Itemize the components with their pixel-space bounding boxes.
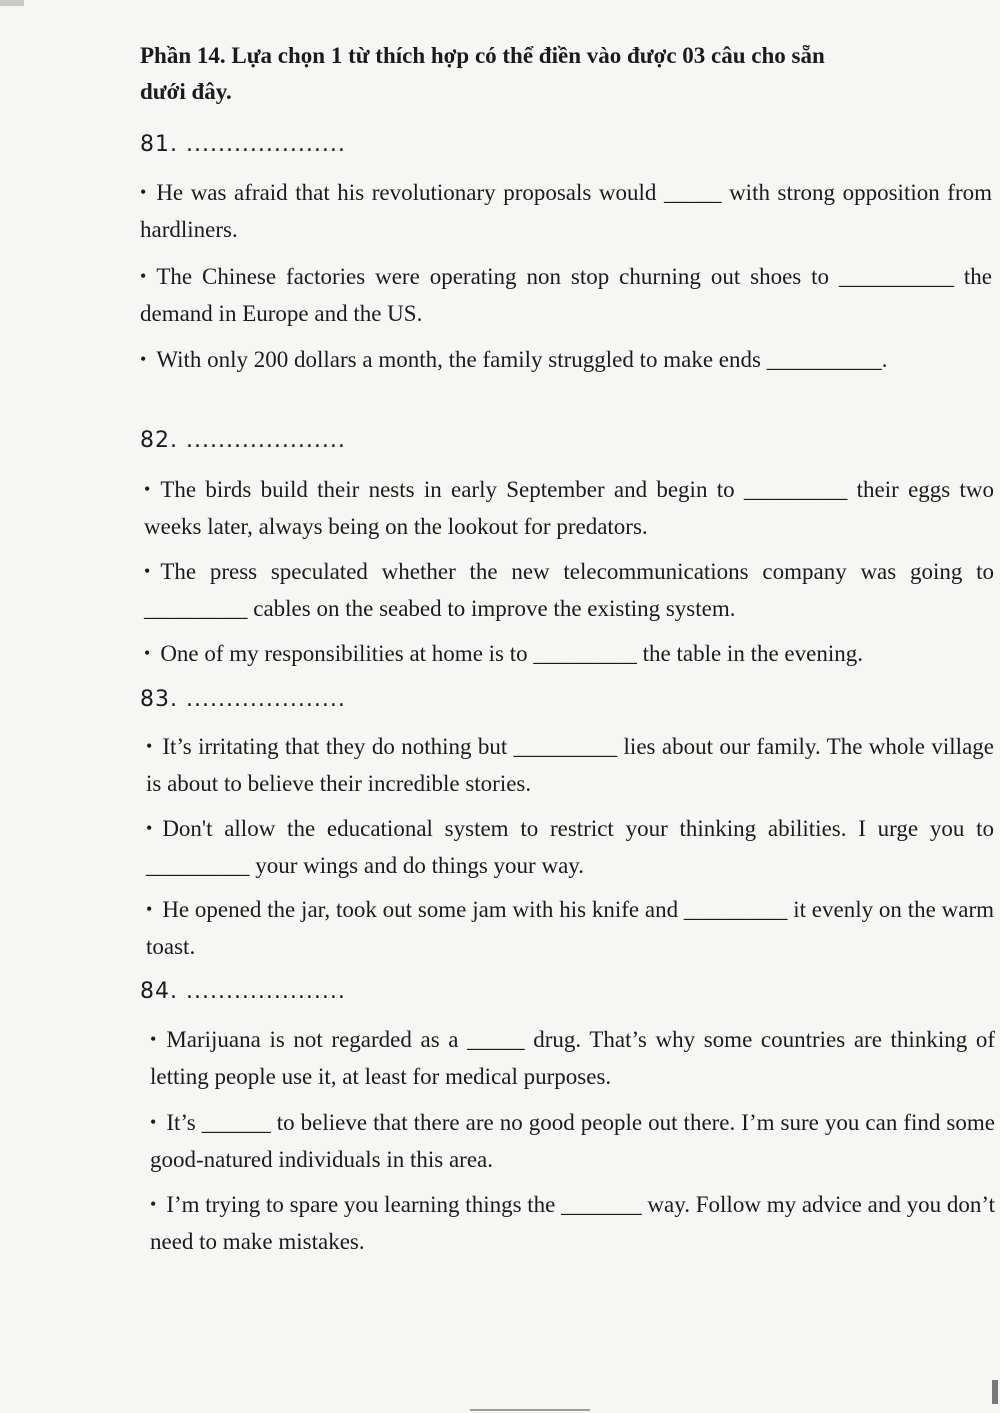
bullet-icon: •	[144, 479, 151, 499]
bullet-icon: •	[150, 1112, 157, 1132]
scan-artifact	[470, 1409, 590, 1411]
bullet-icon: •	[146, 899, 153, 919]
sentence-text: The birds build their nests in early September and begin to _________ their eggs two weeks later, always being on the lookout for predators.	[144, 477, 994, 539]
sentence-text: He was afraid that his revolutionary proposals would _____ with strong opposition from hardliners.	[140, 180, 992, 242]
question-81-sentence-1	[140, 175, 992, 247]
scan-artifact	[0, 0, 24, 6]
sentence-text: It’s irritating that they do nothing but _________ lies about our family. The whole village is about to believe their incredible stories.	[146, 734, 994, 796]
question-81-sentence-3	[140, 342, 992, 379]
sentence-text: Marijuana is not regarded as a _____ drug. That’s why some countries are thinking of letting people use it, at least for medical purposes.	[150, 1027, 995, 1089]
question-82-number: 82. ....................	[140, 428, 346, 453]
question-84-sentence-1	[150, 1022, 995, 1094]
question-81-number: 81. ....................	[140, 132, 346, 157]
question-82-sentence-2	[144, 554, 994, 626]
question-82-sentence-3	[144, 636, 994, 673]
bullet-icon: •	[140, 182, 147, 202]
sentence-text: It’s ______ to believe that there are no good people out there. I’m sure you can find some good-natured individuals in this area.	[150, 1110, 995, 1172]
bullet-icon: •	[140, 349, 147, 369]
question-81-sentence-2	[140, 259, 992, 331]
question-82-sentence-1	[144, 472, 994, 544]
bullet-icon: •	[140, 266, 147, 286]
bullet-icon: •	[144, 561, 151, 581]
question-83-number: 83. ....................	[140, 687, 346, 712]
sentence-text: I’m trying to spare you learning things the _______ way. Follow my advice and you don’t need to make mistakes.	[150, 1192, 995, 1254]
question-83-sentence-2	[146, 811, 994, 883]
sentence-text: The press speculated whether the new telecommunications company was going to _________ cables on the seabed to improve the existing system.	[144, 559, 994, 621]
section-heading-line-1: Phần 14. Lựa chọn 1 từ thích hợp có thể điền vào được 03 câu cho sẵn	[140, 43, 825, 68]
question-84-number: 84. ....................	[140, 979, 346, 1004]
bullet-icon: •	[144, 643, 151, 663]
question-84-sentence-3	[150, 1187, 995, 1259]
question-83-sentence-3	[146, 892, 994, 964]
section-heading-line-2: dưới đây.	[140, 79, 232, 104]
question-84-sentence-2	[150, 1105, 995, 1177]
bullet-icon: •	[150, 1194, 157, 1214]
sentence-text: With only 200 dollars a month, the family struggled to make ends __________.	[156, 347, 888, 372]
sentence-text: Don't allow the educational system to restrict your thinking abilities. I urge you to _________ your wings and do things your way.	[146, 816, 994, 878]
sentence-text: The Chinese factories were operating non stop churning out shoes to __________ the demand in Europe and the US.	[140, 264, 992, 326]
bullet-icon: •	[146, 818, 153, 838]
bullet-icon: •	[150, 1029, 157, 1049]
question-83-sentence-1	[146, 729, 994, 801]
bullet-icon: •	[146, 736, 153, 756]
section-heading	[140, 38, 990, 110]
sentence-text: One of my responsibilities at home is to _________ the table in the evening.	[160, 641, 863, 666]
sentence-text: He opened the jar, took out some jam with his knife and _________ it evenly on the warm toast.	[146, 897, 994, 959]
scan-artifact	[992, 1380, 998, 1404]
